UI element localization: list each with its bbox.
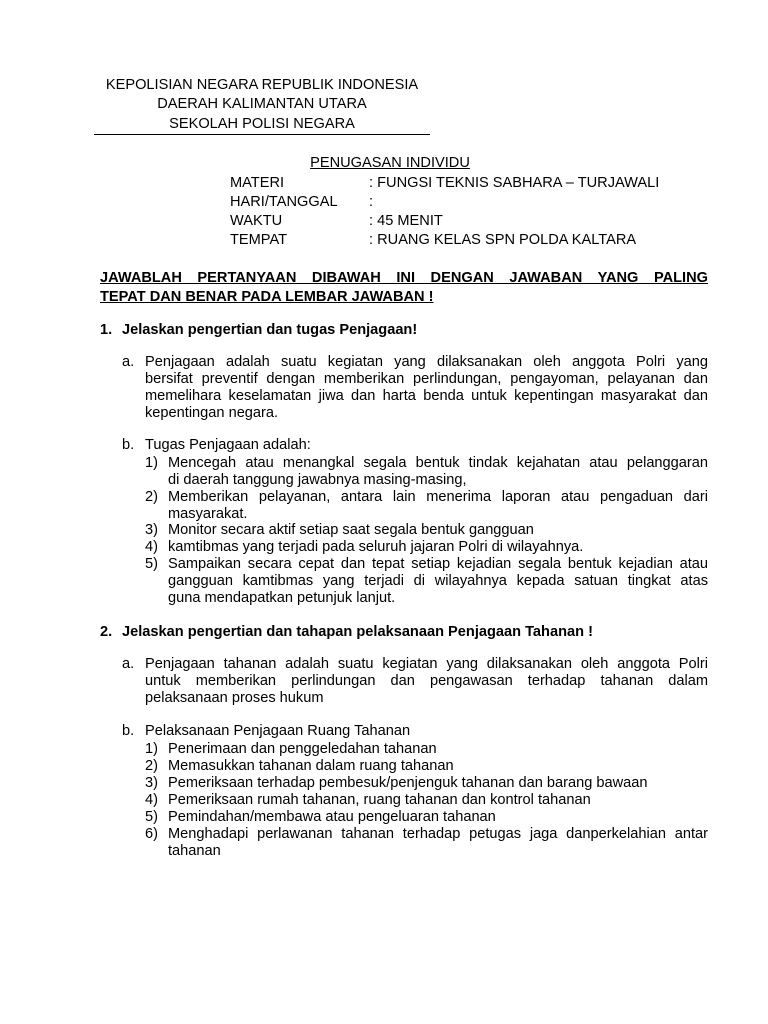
q1-item-5-line-1: Sampaikan secara cepat dan tepat setiap kejadian segala bentuk kejadian atau bbox=[168, 556, 708, 572]
q2-item-4-number: 4) bbox=[145, 792, 158, 808]
question-2-text: Jelaskan pengertian dan tahapan pelaksanaan Penjagaan Tahanan ! bbox=[122, 624, 593, 640]
q2-answer-a-line-1: Penjagaan tahanan adalah suatu kegiatan yang dilaksanakan oleh anggota Polri bbox=[145, 656, 708, 672]
assignment-value-materi: : FUNGSI TEKNIS SABHARA – TURJAWALI bbox=[369, 175, 660, 191]
q2-item-1-number: 1) bbox=[145, 741, 158, 757]
q1-answer-a-line-3: memelihara keselamatan jiwa dan harta benda untuk kepentingan masyarakat dan bbox=[145, 388, 708, 404]
assignment-label-waktu: WAKTU bbox=[230, 213, 283, 229]
question-1-number: 1. bbox=[100, 322, 113, 338]
q2-item-2-number: 2) bbox=[145, 758, 158, 774]
assignment-value-hari-tanggal: : bbox=[369, 194, 374, 210]
q2-item-2-line-1: Memasukkan tahanan dalam ruang tahanan bbox=[168, 758, 454, 774]
question-2-number: 2. bbox=[100, 624, 113, 640]
q2-item-4-line-1: Pemeriksaan rumah tahanan, ruang tahanan dan kontrol tahanan bbox=[168, 792, 591, 808]
q2-item-6-line-1: Menghadapi perlawanan tahanan terhadap petugas jaga danperkelahian antar bbox=[168, 826, 708, 842]
q2-item-6-line-2: tahanan bbox=[168, 843, 221, 859]
q1-item-5-line-2: gangguan kamtibmas yang terjadi di wilayahnya kepada satuan tingkat atas bbox=[168, 573, 708, 589]
q1-item-2-line-2: masyarakat. bbox=[168, 506, 248, 522]
assignment-value-tempat: : RUANG KELAS SPN POLDA KALTARA bbox=[369, 232, 637, 248]
assignment-title: PENUGASAN INDIVIDU bbox=[310, 155, 470, 171]
header-divider bbox=[94, 134, 430, 135]
header-region: DAERAH KALIMANTAN UTARA bbox=[157, 96, 367, 112]
q1-answer-a-line-1: Penjagaan adalah suatu kegiatan yang dilaksanakan oleh anggota Polri yang bbox=[145, 354, 708, 370]
q1-item-4-line-1: kamtibmas yang terjadi pada seluruh jajaran Polri di wilayahnya. bbox=[168, 539, 584, 555]
q1-answer-b-title: Tugas Penjagaan adalah: bbox=[145, 437, 311, 453]
q1-item-1-line-2: di daerah tanggung jawabnya masing-masing, bbox=[168, 472, 467, 488]
q1-item-3-line-1: Monitor secara aktif setiap saat segala bentuk gangguan bbox=[168, 522, 534, 538]
question-1-text: Jelaskan pengertian dan tugas Penjagaan! bbox=[122, 322, 418, 338]
instruction-line-1: JAWABLAH PERTANYAAN DIBAWAH INI DENGAN JAWABAN YANG PALING bbox=[100, 270, 708, 286]
assignment-value-waktu: : 45 MENIT bbox=[369, 213, 443, 229]
q2-answer-a-line-2: untuk memberikan perlindungan dan pengawasan terhadap tahanan dalam bbox=[145, 673, 708, 689]
q1-answer-a-line-4: kepentingan negara. bbox=[145, 405, 279, 421]
q1-item-1-line-1: Mencegah atau menangkal segala bentuk tindak kejahatan atau pelanggaran bbox=[168, 455, 708, 471]
header-institution: KEPOLISIAN NEGARA REPUBLIK INDONESIA bbox=[105, 77, 419, 93]
q1-item-4-number: 4) bbox=[145, 539, 158, 555]
q1-item-1-number: 1) bbox=[145, 455, 158, 471]
assignment-label-hari-tanggal: HARI/TANGGAL bbox=[230, 194, 338, 210]
q2-answer-b-title: Pelaksanaan Penjagaan Ruang Tahanan bbox=[145, 723, 411, 739]
q2-answer-a-label: a. bbox=[122, 656, 135, 672]
assignment-label-tempat: TEMPAT bbox=[230, 232, 288, 248]
q2-item-3-number: 3) bbox=[145, 775, 158, 791]
q1-item-3-number: 3) bbox=[145, 522, 158, 538]
q2-answer-b-label: b. bbox=[122, 723, 135, 739]
q2-answer-a-line-3: pelaksanaan proses hukum bbox=[145, 690, 324, 706]
q1-answer-a-line-2: bersifat preventif dengan memberikan perlindungan, pengayoman, pelayanan dan bbox=[145, 371, 708, 387]
q1-answer-b-label: b. bbox=[122, 437, 135, 453]
q2-item-1-line-1: Penerimaan dan penggeledahan tahanan bbox=[168, 741, 437, 757]
q1-item-2-line-1: Memberikan pelayanan, antara lain menerima laporan atau pengaduan dari bbox=[168, 489, 708, 505]
q2-item-6-number: 6) bbox=[145, 826, 158, 842]
q2-item-5-number: 5) bbox=[145, 809, 158, 825]
q1-answer-a-label: a. bbox=[122, 354, 135, 370]
q1-item-5-number: 5) bbox=[145, 556, 158, 572]
q2-item-5-line-1: Pemindahan/membawa atau pengeluaran tahanan bbox=[168, 809, 496, 825]
header-school: SEKOLAH POLISI NEGARA bbox=[169, 116, 355, 132]
assignment-label-materi: MATERI bbox=[230, 175, 285, 191]
q1-item-5-line-3: guna mendapatkan petunjuk lanjut. bbox=[168, 590, 396, 606]
q2-item-3-line-1: Pemeriksaan terhadap pembesuk/penjenguk tahanan dan barang bawaan bbox=[168, 775, 648, 791]
q1-item-2-number: 2) bbox=[145, 489, 158, 505]
instruction-line-2: TEPAT DAN BENAR PADA LEMBAR JAWABAN ! bbox=[100, 289, 434, 305]
